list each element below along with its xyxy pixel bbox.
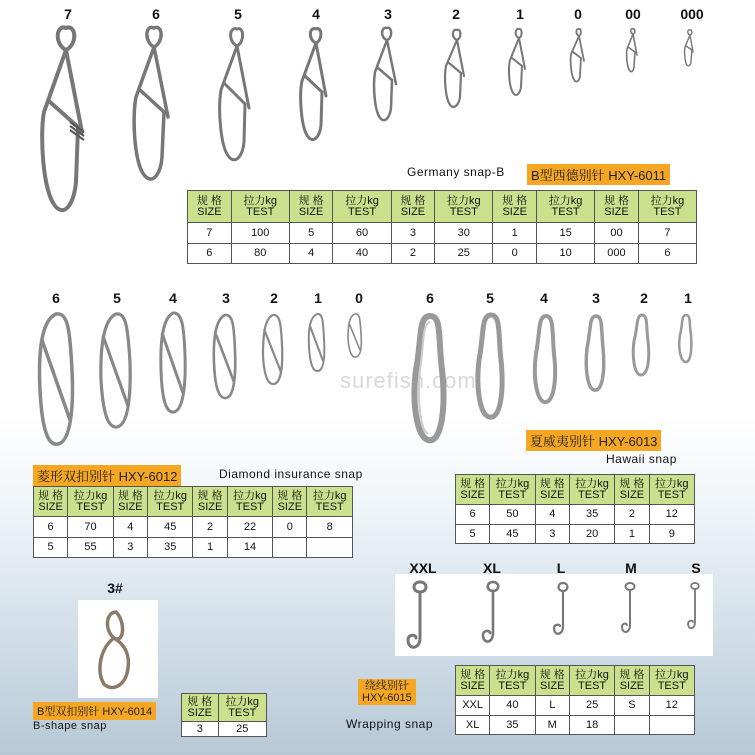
size-label: 4 [312, 6, 320, 22]
table-cell: 3 [182, 722, 219, 737]
table-cell: 40 [333, 243, 391, 264]
size-label: 2 [452, 6, 460, 22]
snap-image [90, 608, 140, 692]
header-cell: 拉力kg TEST [147, 487, 193, 517]
table-cell: 00 [595, 223, 639, 244]
table-cell: 35 [490, 715, 535, 735]
snap-image [306, 312, 328, 374]
size-label: 2 [640, 290, 648, 306]
size-label: 5 [113, 290, 121, 306]
size-label: 5 [486, 290, 494, 306]
table-cell: 5 [34, 537, 68, 558]
snap-image [260, 312, 286, 388]
watermark: surefish.com [340, 368, 477, 393]
header-cell: 规 格 SIZE [193, 487, 227, 517]
table-cell: 9 [649, 524, 694, 544]
table-cell: 8 [307, 517, 353, 538]
size-label: L [556, 560, 566, 576]
table-cell: 6 [456, 505, 490, 525]
size-label: 1 [516, 6, 524, 22]
header-cell: 规 格 SIZE [493, 191, 537, 223]
snap-image [370, 24, 404, 124]
header-cell: 拉力kg TEST [490, 666, 535, 696]
header-cell: 规 格 SIZE [535, 666, 569, 696]
snap-image [96, 310, 136, 432]
table-cell: 60 [333, 223, 391, 244]
snap-image [550, 580, 576, 640]
header-cell: 规 格 SIZE [273, 487, 307, 517]
table-cell: 3 [391, 223, 435, 244]
table-cell [273, 537, 307, 558]
header-cell: 拉力kg TEST [333, 191, 391, 223]
header-cell: 拉力kg TEST [569, 475, 614, 505]
size-label: 7 [64, 6, 72, 22]
table-cell: 4 [113, 517, 147, 538]
snap-image [582, 312, 610, 394]
snap-image [506, 26, 532, 98]
table-cell: 0 [273, 517, 307, 538]
diamond-caption: Diamond insurance snap [219, 467, 363, 481]
size-label: 3 [592, 290, 600, 306]
snap-image [624, 26, 642, 74]
table-cell: 1 [193, 537, 227, 558]
header-cell: 规 格 SIZE [188, 191, 232, 223]
header-cell: 拉力kg TEST [68, 487, 114, 517]
header-cell: 规 格 SIZE [615, 475, 649, 505]
header-cell: 拉力kg TEST [490, 475, 535, 505]
table-cell: 5 [289, 223, 333, 244]
size-label: 4 [169, 290, 177, 306]
size-label: S [691, 560, 701, 576]
size-label: 0 [574, 6, 582, 22]
table-cell [649, 715, 694, 735]
snap-image [296, 24, 336, 144]
table-row [456, 505, 695, 525]
table-cell: 30 [435, 223, 493, 244]
snap-image [402, 578, 438, 654]
table-cell: 2 [391, 243, 435, 264]
size-label: M [625, 560, 637, 576]
bshape-title: B型双扣别针 HXY-6014 [33, 702, 156, 720]
size-label: 4 [540, 290, 548, 306]
table-cell: 25 [218, 722, 267, 737]
header-cell: 规 格 SIZE [456, 475, 490, 505]
size-label: XXL [409, 560, 437, 576]
header-cell: 规 格 SIZE [34, 487, 68, 517]
size-label: 1 [684, 290, 692, 306]
hawaii-title: 夏威夷别针 HXY-6013 [526, 430, 661, 451]
table-row [456, 696, 695, 716]
wrapping-caption: Wrapping snap [346, 717, 433, 731]
table-cell: L [535, 696, 569, 716]
header-cell: 拉力kg TEST [537, 191, 595, 223]
table-cell: 4 [535, 505, 569, 525]
table-row [188, 223, 697, 244]
header-cell: 拉力kg TEST [218, 694, 267, 722]
header-cell: 规 格 SIZE [535, 475, 569, 505]
snap-image [156, 310, 190, 416]
hawaii-caption: Hawaii snap [606, 452, 677, 466]
header-cell: 拉力kg TEST [227, 487, 273, 517]
table-cell: 100 [231, 223, 289, 244]
table-cell [615, 715, 649, 735]
snap-image [442, 26, 472, 110]
snap-image [472, 310, 510, 422]
table-cell: 55 [68, 537, 114, 558]
header-cell: 规 格 SIZE [595, 191, 639, 223]
snap-image [128, 22, 180, 182]
header-cell: 规 格 SIZE [182, 694, 219, 722]
header-cell: 规 格 SIZE [391, 191, 435, 223]
size-label: XL [483, 560, 501, 576]
table-cell: 4 [289, 243, 333, 264]
table-row [182, 722, 267, 737]
germany-spec-table [187, 190, 697, 264]
wrapping-title-line: HXY-6015 [362, 692, 412, 704]
table-cell: 50 [490, 505, 535, 525]
table-cell: 7 [188, 223, 232, 244]
size-label: 6 [426, 290, 434, 306]
header-cell: 拉力kg TEST [649, 666, 694, 696]
snap-image [682, 28, 698, 68]
table-cell: 18 [569, 715, 614, 735]
size-label: 00 [625, 6, 641, 22]
table-cell: 6 [34, 517, 68, 538]
table-cell: 7 [638, 223, 696, 244]
size-label: 3 [384, 6, 392, 22]
table-row [34, 537, 353, 558]
snap-image [630, 312, 654, 378]
snap-image [478, 578, 508, 648]
size-label: 5 [234, 6, 242, 22]
header-cell: 规 格 SIZE [615, 666, 649, 696]
table-cell: XL [456, 715, 490, 735]
header-cell: 拉力kg TEST [435, 191, 493, 223]
snap-image [34, 310, 78, 450]
table-cell: 0 [493, 243, 537, 264]
snap-image [530, 312, 562, 406]
header-cell: 拉力kg TEST [307, 487, 353, 517]
snap-image [346, 312, 364, 360]
table-cell: 80 [231, 243, 289, 264]
table-cell: 40 [490, 696, 535, 716]
snap-image [210, 312, 240, 402]
table-row [456, 715, 695, 735]
hawaii-spec-table [455, 474, 695, 544]
table-row [34, 517, 353, 538]
table-row [456, 524, 695, 544]
table-cell: 45 [490, 524, 535, 544]
table-cell: 12 [649, 505, 694, 525]
table-cell: 10 [537, 243, 595, 264]
header-cell: 规 格 SIZE [456, 666, 490, 696]
snap-image [408, 310, 452, 446]
table-row [188, 243, 697, 264]
table-cell: 20 [569, 524, 614, 544]
table-cell: 3 [535, 524, 569, 544]
table-cell: 5 [456, 524, 490, 544]
table-cell: XXL [456, 696, 490, 716]
germany-caption: Germany snap-B [407, 165, 505, 179]
table-cell: 3 [113, 537, 147, 558]
wrapping-spec-table [455, 665, 695, 735]
snap-image [676, 312, 696, 364]
table-cell: 45 [147, 517, 193, 538]
bshape-caption: B-shape snap [33, 720, 107, 732]
table-cell: 70 [68, 517, 114, 538]
table-cell: 6 [638, 243, 696, 264]
wrapping-title [358, 679, 416, 705]
snap-image [36, 22, 96, 212]
size-label: 3 [222, 290, 230, 306]
table-cell: 14 [227, 537, 273, 558]
table-cell: 35 [569, 505, 614, 525]
table-cell: 25 [569, 696, 614, 716]
header-cell: 拉力kg TEST [638, 191, 696, 223]
table-cell: 12 [649, 696, 694, 716]
table-cell: 22 [227, 517, 273, 538]
header-cell: 规 格 SIZE [289, 191, 333, 223]
bshape-spec-table [181, 693, 267, 737]
size-label: 6 [52, 290, 60, 306]
header-cell: 拉力kg TEST [649, 475, 694, 505]
table-cell [307, 537, 353, 558]
table-cell: 1 [493, 223, 537, 244]
table-cell: 2 [193, 517, 227, 538]
wrapping-title-line: 绕线别针 [364, 680, 409, 692]
header-cell: 规 格 SIZE [113, 487, 147, 517]
table-cell: 25 [435, 243, 493, 264]
snap-image [568, 26, 590, 84]
snap-image [684, 580, 706, 634]
size-label: 000 [680, 6, 704, 22]
size-label: 2 [270, 290, 278, 306]
diamond-spec-table [33, 486, 353, 558]
table-cell: 1 [615, 524, 649, 544]
table-cell: 6 [188, 243, 232, 264]
size-label: 3# [107, 580, 123, 596]
snap-image [618, 580, 642, 638]
table-cell: 15 [537, 223, 595, 244]
snap-image [214, 24, 260, 164]
table-cell: 35 [147, 537, 193, 558]
size-label: 1 [314, 290, 322, 306]
table-cell: 2 [615, 505, 649, 525]
size-label: 6 [152, 6, 160, 22]
table-cell: M [535, 715, 569, 735]
size-label: 0 [355, 290, 363, 306]
germany-title: B型西德别针 HXY-6011 [527, 164, 670, 185]
table-cell: 000 [595, 243, 639, 264]
header-cell: 拉力kg TEST [569, 666, 614, 696]
table-cell: S [615, 696, 649, 716]
header-cell: 拉力kg TEST [231, 191, 289, 223]
diamond-title: 菱形双扣别针 HXY-6012 [33, 465, 181, 486]
